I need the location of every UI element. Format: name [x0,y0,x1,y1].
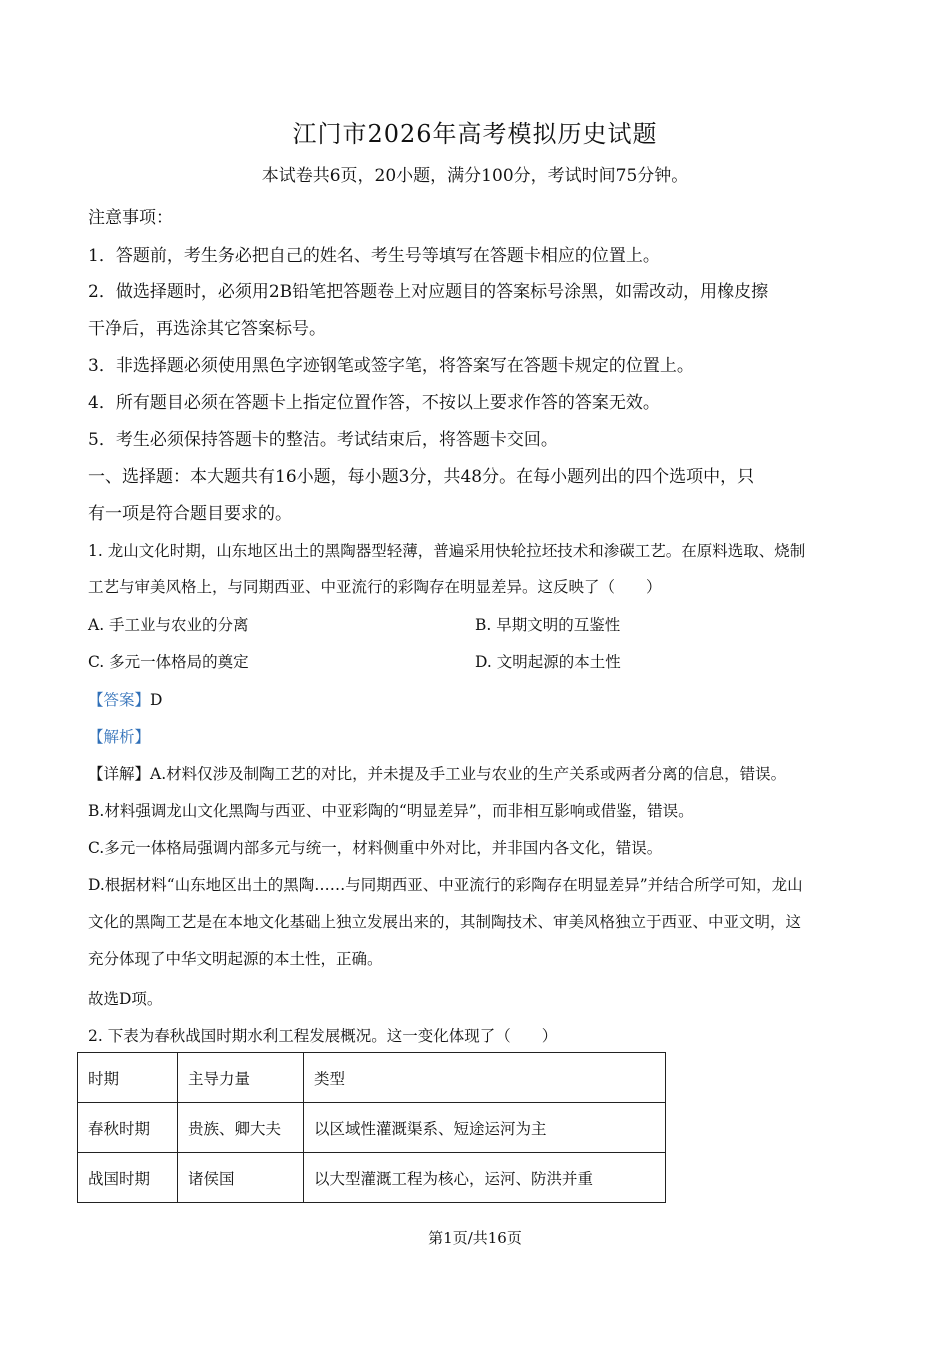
table-row [78,1153,666,1203]
q1-option-a: A. 手工业与农业的分离 [88,616,249,634]
detail-line: C.多元一体格局强调内部多元与统一，材料侧重中外对比，并非国内各文化，错误。 [88,839,663,857]
detail-line: D.根据材料“山东地区出土的黑陶……与同期西亚、中亚流行的彩陶存在明显差异”并结合所学可知，龙山 [88,876,803,894]
q1-detail [88,762,786,784]
note-line: 3．非选择题必须使用黑色字迹钢笔或签字笔，将答案写在答题卡规定的位置上。 [88,356,694,376]
table-cell: 诸侯国 [178,1153,304,1203]
detail-line: 故选D项。 [88,990,163,1008]
exam-subtitle: 本试卷共6页，20小题，满分100分，考试时间75分钟。 [261,166,689,186]
table-row [78,1103,666,1153]
exam-title: 江门市2026年高考模拟历史试题 [292,120,658,148]
table-cell: 春秋时期 [78,1103,178,1153]
table-cell: 战国时期 [78,1153,178,1203]
q1-stem: 工艺与审美风格上，与同期西亚、中亚流行的彩陶存在明显差异。这反映了（ ） [88,578,662,596]
q1-option-d: D. 文明起源的本土性 [475,653,621,671]
table-cell: 以区域性灌溉渠系、短途运河为主 [304,1103,666,1153]
section-heading: 一、选择题：本大题共有16小题，每小题3分，共48分。在每小题列出的四个选项中，只 [88,467,755,487]
table-header-cell: 时期 [78,1053,178,1103]
q2-table [77,1052,666,1203]
note-line: 1．答题前，考生务必把自己的姓名、考生号等填写在答题卡相应的位置上。 [88,246,660,266]
table-header-row [78,1053,666,1103]
note-line: 2．做选择题时，必须用2B铅笔把答题卷上对应题目的答案标号涂黑，如需改动，用橡皮擦 [88,282,769,302]
detail-label: 【详解】 [88,765,151,783]
answer-value: D [150,691,163,709]
answer-label: 【答案】 [88,691,151,709]
table-header-cell: 主导力量 [178,1053,304,1103]
detail-line: B.材料强调龙山文化黑陶与西亚、中亚彩陶的“明显差异”，而非相互影响或借鉴，错误。 [88,802,694,820]
section-heading: 有一项是符合题目要求的。 [88,504,292,524]
analysis-label: 【解析】 [88,728,151,746]
note-line: 干净后，再选涂其它答案标号。 [88,319,326,339]
detail-line: 充分体现了中华文明起源的本土性，正确。 [88,950,383,968]
detail-line: A.材料仅涉及制陶工艺的对比，并未提及手工业与农业的生产关系或两者分离的信息，错误。 [150,765,787,783]
detail-line: 文化的黑陶工艺是在本地文化基础上独立发展出来的，其制陶技术、审美风格独立于西亚、中亚文明，这 [88,913,802,931]
q2-stem: 2. 下表为春秋战国时期水利工程发展概况。这一变化体现了（ ） [88,1027,558,1045]
table-cell: 贵族、卿大夫 [178,1103,304,1153]
table-cell: 以大型灌溉工程为核心，运河、防洪并重 [304,1153,666,1203]
q1-answer [88,688,162,710]
q1-option-c: C. 多元一体格局的奠定 [88,653,249,671]
q1-option-b: B. 早期文明的互鉴性 [475,616,621,634]
notes-heading: 注意事项： [88,208,173,228]
note-line: 4．所有题目必须在答题卡上指定位置作答，不按以上要求作答的答案无效。 [88,393,660,413]
page-footer: 第1页/共16页 [428,1229,522,1247]
note-line: 5．考生必须保持答题卡的整洁。考试结束后，将答题卡交回。 [88,430,558,450]
q1-stem: 1. 龙山文化时期，山东地区出土的黑陶器型轻薄，普遍采用快轮拉坯技术和渗碳工艺。在原料选取、烧制 [88,542,806,560]
table-header-cell: 类型 [304,1053,666,1103]
